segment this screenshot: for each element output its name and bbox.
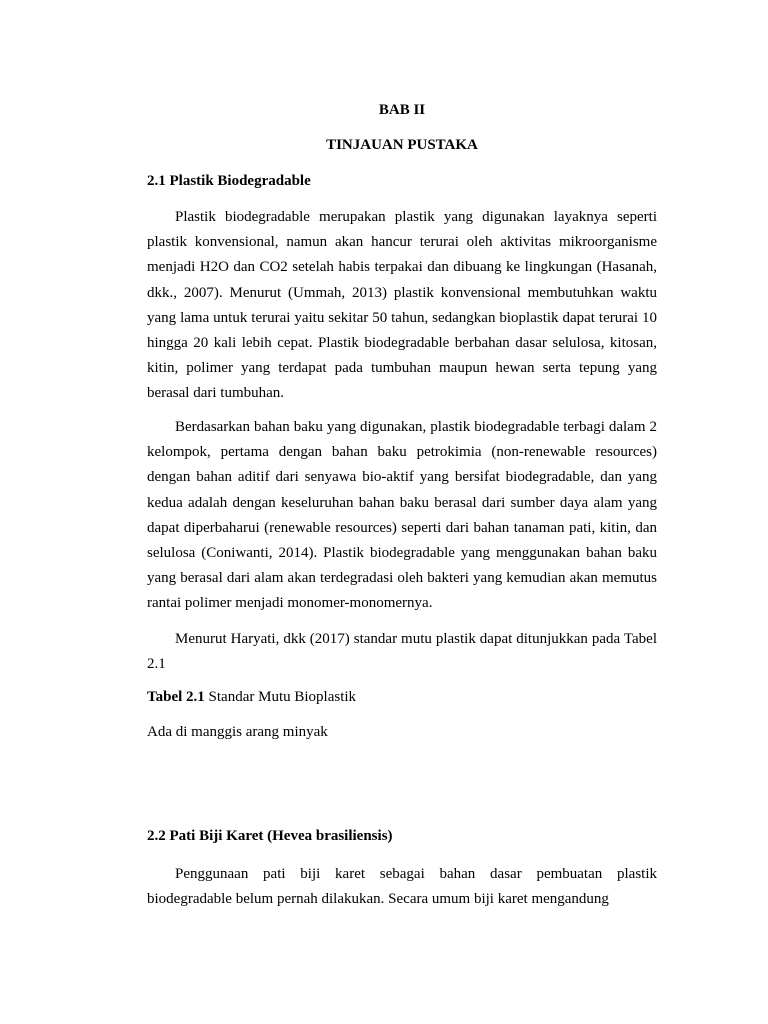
paragraph-pati-biji-karet: Penggunaan pati biji karet sebagai bahan dasar pembuatan plastik biodegradable belum pernah dilakukan. Secara umum biji karet mengandung xyxy=(147,866,657,908)
table-caption-text: Standar Mutu Bioplastik xyxy=(204,689,357,705)
note-text: Ada di manggis arang minyak xyxy=(147,724,328,740)
chapter-title: TINJAUAN PUSTAKA xyxy=(326,137,478,153)
table-caption xyxy=(147,689,356,706)
chapter-label: BAB II xyxy=(378,102,426,118)
table-caption-label: Tabel 2.1 xyxy=(147,689,205,705)
section-heading-2-2: 2.2 Pati Biji Karet (Hevea brasiliensis) xyxy=(147,828,393,844)
paragraph-plastik-biodegradable: Plastik biodegradable merupakan plastik yang digunakan layaknya seperti plastik konvensional, namun akan hancur terurai oleh aktivitas mikroorganisme menjadi H2O dan CO2 setelah habis terpakai dan dibuang ke lingkungan (Hasanah, dkk., 2007). Menurut (Ummah, 2013) plastik konvensional membutuhkan waktu yang lama untuk terurai yaitu sekitar 50 tahun, sedangkan bioplastik dapat terurai 10 hingga 20 kali lebih cepat. Plastik biodegradable berbahan dasar selulosa, kitosan, kitin, polimer yang terdapat pada tumbuhan maupun hewan serta tepung yang berasal dari tumbuhan. xyxy=(147,209,657,402)
section-heading-2-1: 2.1 Plastik Biodegradable xyxy=(147,173,311,189)
paragraph-standar-mutu: Menurut Haryati, dkk (2017) standar mutu plastik dapat ditunjukkan pada Tabel 2.1 xyxy=(147,631,657,673)
paragraph-bahan-baku: Berdasarkan bahan baku yang digunakan, plastik biodegradable terbagi dalam 2 kelompok, pertama dengan bahan baku petrokimia (non-renewable resources) dengan bahan aditif dari senyawa bio-aktif yang bersifat biodegradable, dan yang kedua adalah dengan keseluruhan bahan baku berasal dari sumber daya alam yang dapat diperbaharui (renewable resources) seperti dari bahan tanaman pati, kitin, dan selulosa (Coniwanti, 2014). Plastik biodegradable yang menggunakan bahan baku yang berasal dari alam akan terdegradasi oleh bakteri yang kemudian akan memutus rantai polimer menjadi monomer-monomernya. xyxy=(147,419,657,612)
